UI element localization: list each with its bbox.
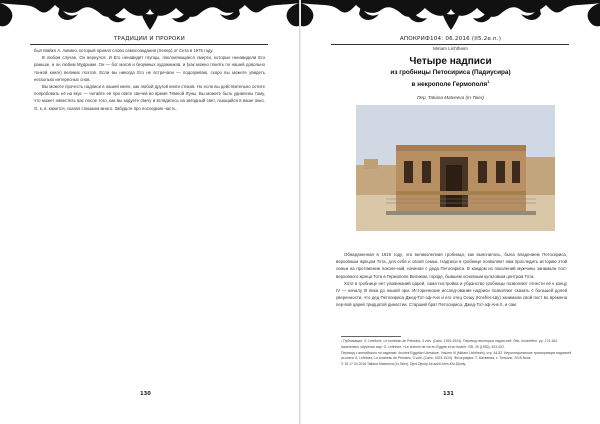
left-paragraph: В любом случае, Он вернулся. И Его ненавидят глупцы, поклоняющиеся смерти, которые ненавидели Его раньше, и он любим Мудрыми. Он — бог магов и безумных художников, и (как можно понять по нашей довольно тонкой книге) великих поэтов. Если вы никогда Его не встречали — подозреваю, скоро вы можете увидеть несколько интересных снов. [34,55,265,82]
footnote: © 15 17 04 2016 Tatiana Matveeva (In-Taier), Djed-Djhuty-iuf-ankh Ahm-Khi-Djhuty. [341,362,467,367]
left-header-rule [30,44,268,45]
article-author: Miriam Lichtheim [433,46,468,51]
title-footnote-marker: 1 [487,79,490,84]
left-paragraph: Вы можете прочесть надписи в нашей книге, как любой другой книги стихов. Но если вы действительно хотите попробовать её на вкус — читайте её при свете свечей во время Тёмной Луны. Вы можете быть удивлены тому, что может навестить вас после того, как вы задуете свечу и вглядитесь на звёздный свет, льющийся в ваше окно. О, к, я, кажется, сказал слишком много. Забудьте про последние часть. [34,84,265,111]
title-line-3-text: в некрополе Гермополя [411,81,488,89]
right-body-text [336,251,567,309]
right-paragraph: Хотя в гробнице нет упоминаний царей, сама постройка и убранство гробницы позволяют отнести её к концу IV — началу III века до нашей эры. Исторические исслед-ования надписи позволяют сказать с большей долей уверенности, что дед Петосириса Джед-Тот-эф-Анх и его отец Сешу (Knef/ec-Шу) занимали свой пост во времена пер-вой царей тридцатой династии. Старший брат Петосириса, Джед-Тот-эф-Анх II, и сам [336,280,567,308]
left-body-text [34,47,265,112]
black-scroll-ornament-icon [0,0,299,34]
right-paragraph: Обнаруженная в 1919 году, эта великолепная гробница, как выяснилось, была владением Петосириса, верховным жрецом Тота, для себя и своей семьи. Надписи в гробнице позволяют нам проследить историю этой семьи на протяжении поколе-ний, начиная с деда Петосириса. В каждом из поколений мужчины занимали пост верховного жреца Тота в Гермополе Великом, городе, бывшем основным культовым центром Тота. [336,252,567,279]
right-page-number: 131 [443,391,454,397]
temple-photo-icon [356,105,555,231]
article-title [301,56,600,89]
left-paragraph: был Майкл А. Аквино, который принял слово самосозидания (Хепер) от Сета в 1975 году. [34,48,214,53]
footnote: Перевод с английского по изданию: Ancient Egyptian Literature, Volume III (Miriam Lichtheim), стр. 44-52. Иероглифическое транскрипция надписей из книги G. Lefebvre, Le tombeau de Petosiris, 3 vols. (Cairo, 1923-1924). Фотография: Т. Матвеева, с. Тельэль, 2015 Воок. [341,350,571,361]
translator-credit: Пер. Tatiana Matveeva (In-Taier) [417,95,484,100]
left-page [0,0,299,424]
left-page-number: 130 [140,391,151,397]
right-running-header: АПОКРИФ104: 06.2016 (II5.2e.n.) [399,36,502,42]
left-running-header: ТРАДИЦИИ И ПРОРОКИ [113,36,186,42]
footnote-rule [341,336,401,337]
right-header-rule [331,44,569,45]
footnote: ¹ Публикация: G. Lefebvre, Le tombeau de Petosiris, 3 vols. (Cairo, 1923-1924). Перевод некоторых надпи-сей: Otto, Inschriften, pp. 174-184. Касательно обучения ему: G. Lefebvre, «Le chemin de vie en Égypte et en Israël», RB, 39 (1930), 403-432. [341,339,558,349]
title-line-1: Четыре надписи [409,56,492,67]
title-line-3 [301,77,600,89]
black-scroll-ornament-icon [301,0,600,34]
footnotes [341,336,571,368]
title-line-2: из гробницы Петосириса (Падиусира) [390,69,511,76]
right-page [301,0,600,424]
